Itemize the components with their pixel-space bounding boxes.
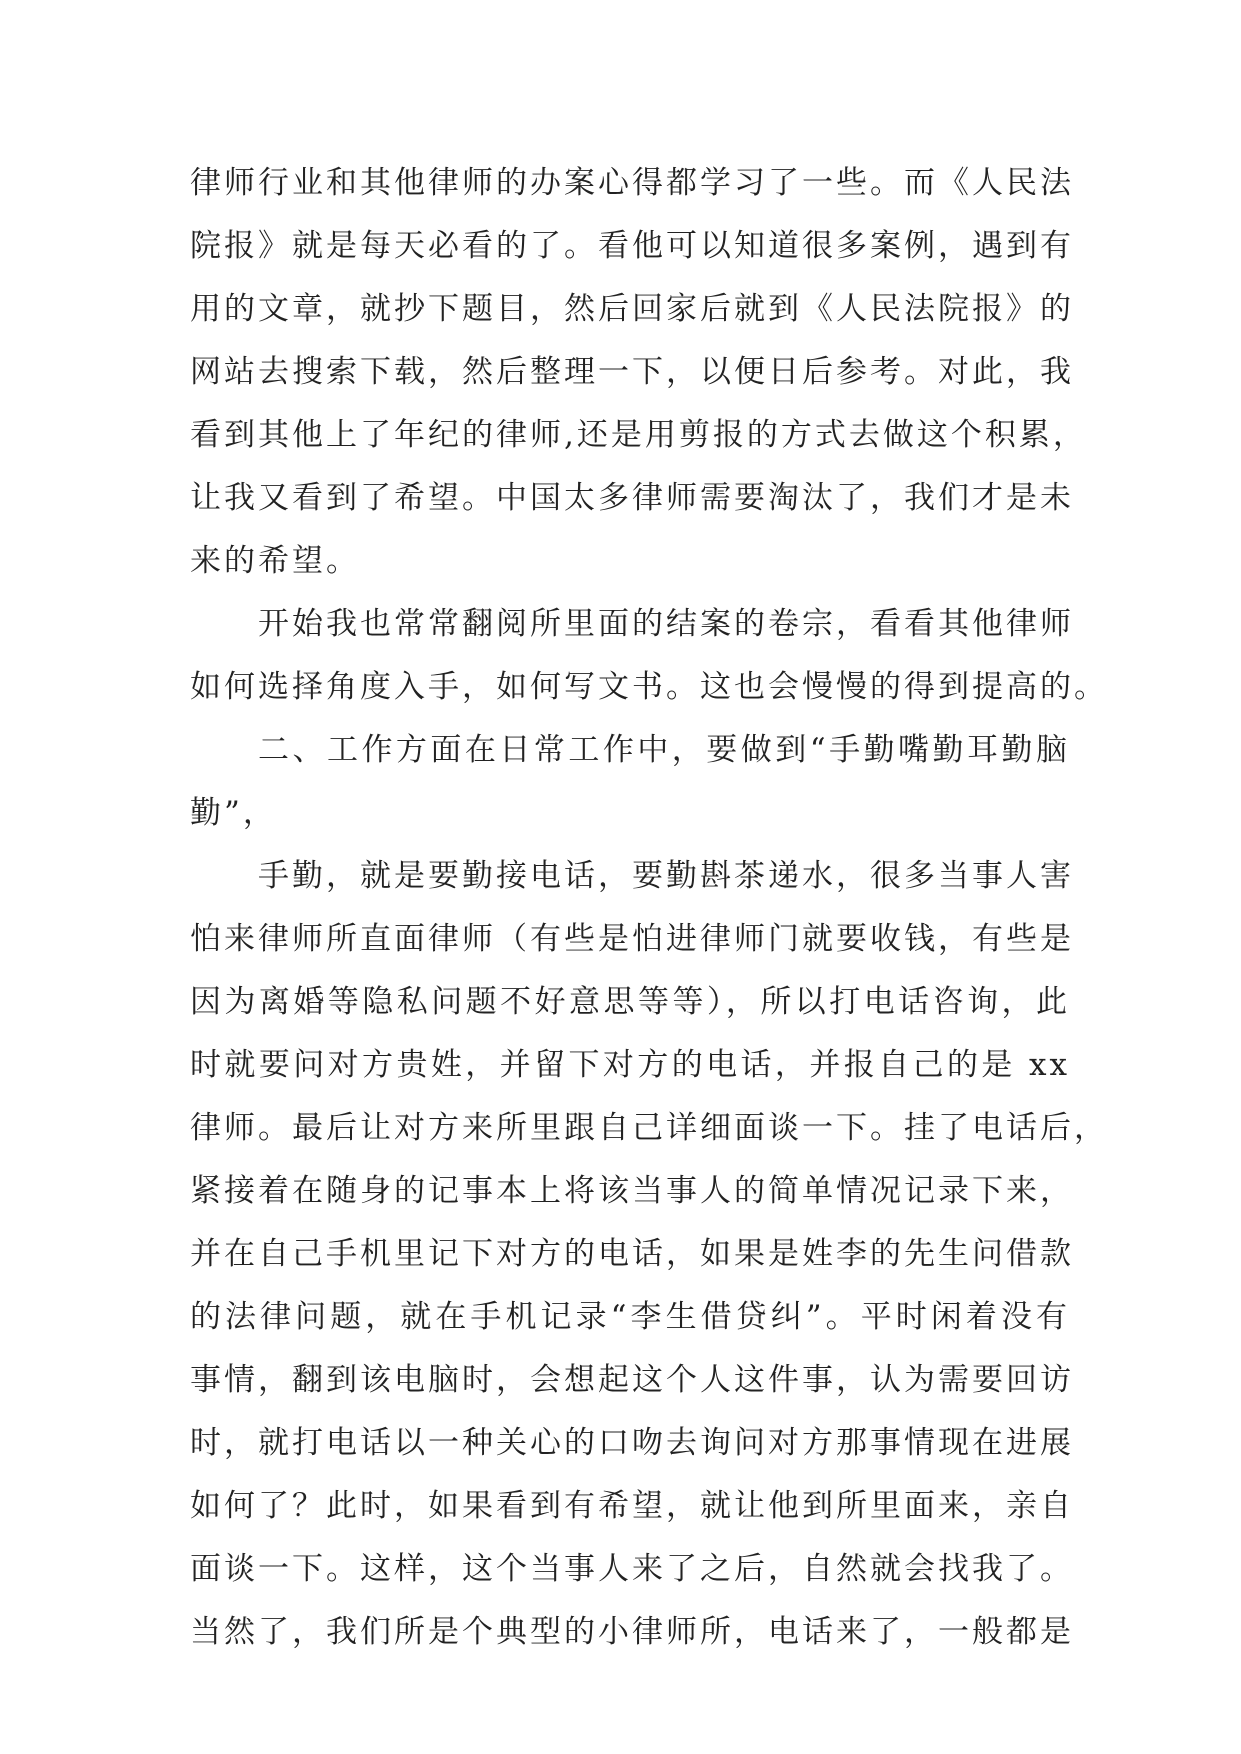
section-heading-line: 二、工作方面在日常工作中，要做到“手勤嘴勤耳勤脑 xyxy=(258,732,1070,768)
text-line: 时，就打电话以一种关心的口吻去询问对方那事情现在进展 xyxy=(190,1425,1074,1461)
paragraph-first-line: 开始我也常常翻阅所里面的结案的卷宗，看看其他律师 xyxy=(258,606,1074,642)
text-line: 用的文章，就抄下题目，然后回家后就到《人民法院报》的 xyxy=(190,291,1074,327)
text-line: 看到其他上了年纪的律师,还是用剪报的方式去做这个积累， xyxy=(190,417,1087,453)
text-line: 律师行业和其他律师的办案心得都学习了一些。而《人民法 xyxy=(190,165,1074,201)
text-line: 怕来律师所直面律师（有些是怕进律师门就要收钱，有些是 xyxy=(190,921,1074,957)
text-line: 的法律问题，就在手机记录“李生借贷纠”。平时闲着没有 xyxy=(190,1299,1070,1335)
text-line: 当然了，我们所是个典型的小律师所，电话来了，一般都是 xyxy=(190,1614,1074,1650)
text-line: 紧接着在随身的记事本上将该当事人的简单情况记录下来， xyxy=(190,1173,1074,1209)
text-line: 如何了？此时，如果看到有希望，就让他到所里面来，亲自 xyxy=(190,1488,1074,1524)
text-line: 事情，翻到该电脑时，会想起这个人这件事，认为需要回访 xyxy=(190,1362,1074,1398)
text-line: 勤”， xyxy=(190,795,277,831)
paragraph-first-line: 手勤，就是要勤接电话，要勤斟茶递水，很多当事人害 xyxy=(258,858,1074,894)
text-line: 网站去搜索下载，然后整理一下，以便日后参考。对此，我 xyxy=(190,354,1074,390)
text-line: 院报》就是每天必看的了。看他可以知道很多案例，遇到有 xyxy=(190,228,1074,264)
text-line: 如何选择角度入手，如何写文书。这也会慢慢的得到提高的。 xyxy=(190,669,1108,705)
text-line: 让我又看到了希望。中国太多律师需要淘汰了，我们才是未 xyxy=(190,480,1074,516)
body-text xyxy=(190,152,1108,1664)
text-line: 来的希望。 xyxy=(190,543,360,579)
text-line: 面谈一下。这样，这个当事人来了之后，自然就会找我了。 xyxy=(190,1551,1074,1587)
text-line: 时就要问对方贵姓，并留下对方的电话，并报自己的是 xx xyxy=(190,1047,1070,1083)
text-line: 并在自己手机里记下对方的电话，如果是姓李的先生问借款 xyxy=(190,1236,1074,1272)
text-line: 律师。最后让对方来所里跟自己详细面谈一下。挂了电话后， xyxy=(190,1110,1108,1146)
text-line: 因为离婚等隐私问题不好意思等等），所以打电话咨询，此 xyxy=(190,984,1070,1020)
